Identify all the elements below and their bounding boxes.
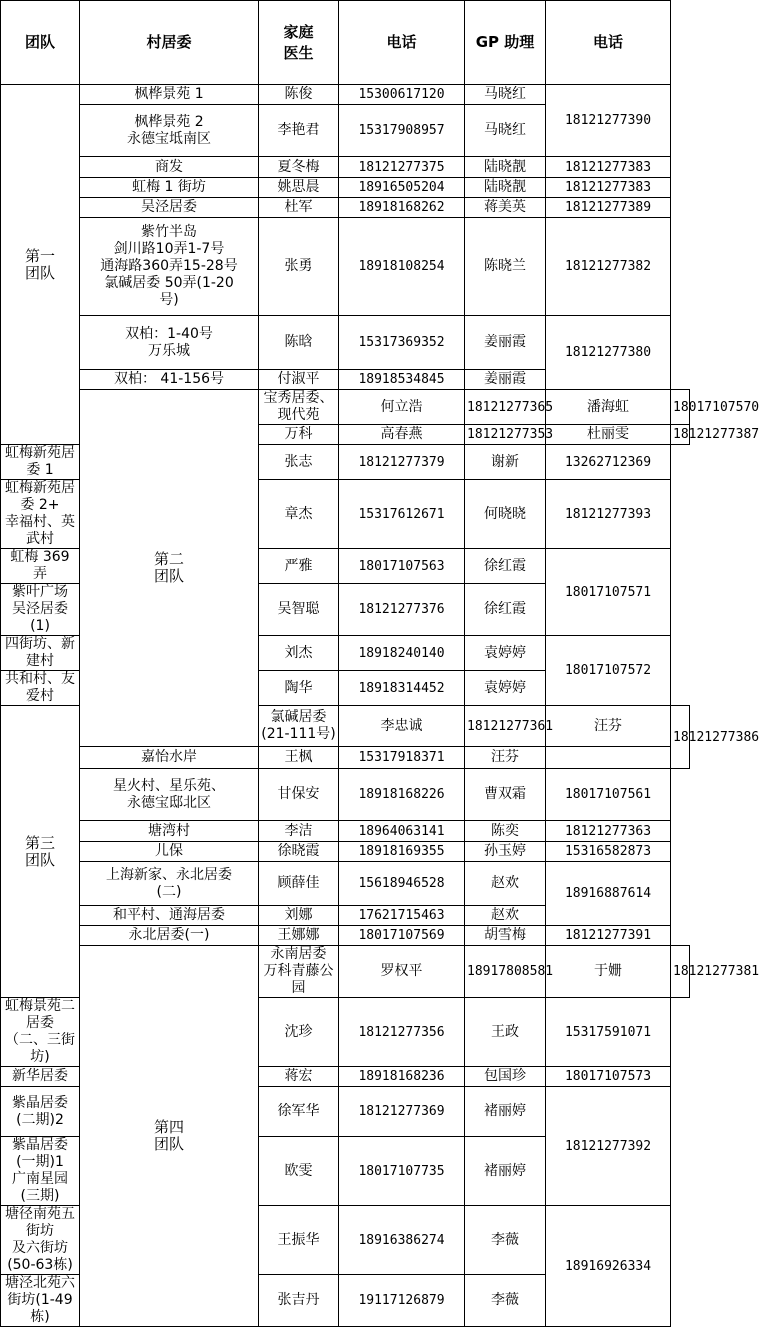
doctor-cell: 李洁 [259, 821, 339, 842]
assistant-cell: 汪芬 [465, 747, 546, 769]
doctor-cell: 王振华 [259, 1206, 339, 1275]
table-row [1, 862, 690, 906]
gp-phone-cell: 18916926334 [546, 1206, 671, 1327]
community-cell: 和平村、通海居委 [80, 906, 259, 926]
community-cell: 永南居委 万科青藤公园 [259, 946, 339, 998]
doctor-cell: 章杰 [259, 480, 339, 549]
doctor-phone-cell: 18964063141 [339, 821, 465, 842]
gp-phone-cell: 18017107561 [546, 769, 671, 821]
header-doctor-phone: 电话 [339, 1, 465, 85]
assistant-cell: 包国珍 [465, 1067, 546, 1087]
doctor-phone-cell: 18121277365 [465, 390, 546, 425]
gp-phone-cell: 18017107571 [546, 549, 671, 636]
community-cell: 紫晶居委(一期)1 广南星园(三期) [1, 1137, 80, 1206]
doctor-phone-cell: 18121277356 [339, 998, 465, 1067]
assistant-cell: 赵欢 [465, 862, 546, 906]
assistant-cell: 蒋美英 [465, 198, 546, 218]
table-row [1, 821, 690, 842]
header-gp-assistant: GP 助理 [465, 1, 546, 85]
doctor-cell: 高春燕 [339, 425, 465, 445]
community-cell: 万科 [259, 425, 339, 445]
gp-phone-cell: 18017107572 [546, 636, 671, 706]
gp-phone-cell: 15316582873 [546, 842, 671, 862]
doctor-cell: 徐军华 [259, 1087, 339, 1137]
community-cell: 紫叶广场 吴泾居委(1) [1, 584, 80, 636]
doctor-cell: 张志 [259, 445, 339, 480]
doctor-cell: 李艳君 [259, 105, 339, 157]
community-cell: 虹梅新苑居委 1 [1, 445, 80, 480]
doctor-phone-cell: 18918534845 [339, 370, 465, 390]
gp-phone-cell: 18121277386 [671, 706, 690, 769]
doctor-phone-cell: 18918169355 [339, 842, 465, 862]
table-row [1, 85, 690, 105]
doctor-cell: 罗权平 [339, 946, 465, 998]
assistant-cell: 陈晓兰 [465, 218, 546, 316]
assistant-cell: 谢新 [465, 445, 546, 480]
header-community: 村居委 [80, 1, 259, 85]
team-cell: 第四 团队 [80, 946, 259, 1327]
gp-phone-cell: 18121277380 [546, 316, 671, 390]
community-cell: 枫桦景苑 1 [80, 85, 259, 105]
doctor-phone-cell: 18918108254 [339, 218, 465, 316]
doctor-cell: 刘娜 [259, 906, 339, 926]
doctor-cell: 吴智聪 [259, 584, 339, 636]
gp-phone-cell: 13262712369 [546, 445, 671, 480]
gp-phone-cell: 18121277382 [546, 218, 671, 316]
community-cell: 塘径南苑五街坊 及六街坊(50-63栋) [1, 1206, 80, 1275]
assistant-cell: 何晓晓 [465, 480, 546, 549]
doctor-cell: 何立浩 [339, 390, 465, 425]
assistant-cell: 赵欢 [465, 906, 546, 926]
doctor-cell: 陈晗 [259, 316, 339, 370]
gp-phone-cell: 18017107570 [671, 390, 690, 425]
gp-phone-cell: 15317591071 [546, 998, 671, 1067]
gp-phone-cell: 18121277363 [546, 821, 671, 842]
community-cell: 嘉怡水岸 [80, 747, 259, 769]
doctor-phone-cell: 17621715463 [339, 906, 465, 926]
doctor-phone-cell: 18916386274 [339, 1206, 465, 1275]
community-cell: 紫晶居委(二期)2 [1, 1087, 80, 1137]
community-cell: 四街坊、新建村 [1, 636, 80, 671]
header-row [1, 1, 690, 85]
doctor-cell: 张吉丹 [259, 1275, 339, 1327]
doctor-phone-cell: 18917808581 [465, 946, 546, 998]
table-row [1, 842, 690, 862]
community-cell: 枫桦景苑 2 永德宝坻南区 [80, 105, 259, 157]
doctor-phone-cell: 18918240140 [339, 636, 465, 671]
table-row [1, 218, 690, 316]
table-row [1, 747, 690, 769]
doctor-cell: 李忠诚 [339, 706, 465, 747]
doctor-phone-cell: 15618946528 [339, 862, 465, 906]
doctor-phone-cell: 15300617120 [339, 85, 465, 105]
gp-phone-cell: 18121277383 [546, 178, 671, 198]
doctor-phone-cell: 15317918371 [339, 747, 465, 769]
doctor-phone-cell: 18918314452 [339, 671, 465, 706]
doctor-phone-cell: 18121277353 [465, 425, 546, 445]
doctor-phone-cell: 18121277379 [339, 445, 465, 480]
community-cell: 新华居委 [1, 1067, 80, 1087]
gp-phone-cell: 18121277387 [671, 425, 690, 445]
assistant-cell: 曹双霜 [465, 769, 546, 821]
assistant-cell: 陆晓靓 [465, 178, 546, 198]
team-cell: 第三 团队 [1, 706, 80, 998]
gp-phone-cell: 18121277389 [546, 198, 671, 218]
table-row [1, 769, 690, 821]
assistant-cell: 杜丽雯 [546, 425, 671, 445]
community-cell: 双柏：1-40号 万乐城 [80, 316, 259, 370]
table-row [1, 926, 690, 946]
assistant-cell: 徐红霞 [465, 584, 546, 636]
assistant-cell: 徐红霞 [465, 549, 546, 584]
gp-phone-cell: 18121277391 [546, 926, 671, 946]
community-cell: 共和村、友爱村 [1, 671, 80, 706]
community-cell: 上海新家、永北居委 (二) [80, 862, 259, 906]
assistant-cell: 马晓红 [465, 105, 546, 157]
doctor-cell: 甘保安 [259, 769, 339, 821]
doctor-cell: 姚思晨 [259, 178, 339, 198]
community-cell: 儿保 [80, 842, 259, 862]
doctor-cell: 杜军 [259, 198, 339, 218]
doctor-phone-cell: 18918168262 [339, 198, 465, 218]
header-team: 团队 [1, 1, 80, 85]
community-cell: 永北居委(一) [80, 926, 259, 946]
assistant-cell: 褚丽婷 [465, 1087, 546, 1137]
doctor-phone-cell: 19117126879 [339, 1275, 465, 1327]
gp-phone-cell: 18017107573 [546, 1067, 671, 1087]
roster-body [1, 85, 759, 1327]
doctor-phone-cell: 18121277369 [339, 1087, 465, 1137]
community-cell: 虹梅景苑二居委 （二、三街坊) [1, 998, 80, 1067]
community-cell: 星火村、星乐苑、 永德宝邸北区 [80, 769, 259, 821]
gp-phone-cell: 18121277381 [671, 946, 690, 998]
header-doctor: 家庭 医生 [259, 1, 339, 85]
doctor-cell: 徐晓霞 [259, 842, 339, 862]
header-gp-phone: 电话 [546, 1, 671, 85]
table-row [1, 157, 690, 178]
table-row [1, 178, 690, 198]
doctor-cell: 欧雯 [259, 1137, 339, 1206]
doctor-phone-cell: 18121277375 [339, 157, 465, 178]
gp-phone-cell: 18121277383 [546, 157, 671, 178]
doctor-phone-cell: 18121277376 [339, 584, 465, 636]
gp-phone-cell: 18121277390 [546, 85, 671, 157]
community-cell: 虹梅 369 弄 [1, 549, 80, 584]
doctor-phone-cell: 15317908957 [339, 105, 465, 157]
doctor-phone-cell: 18017107563 [339, 549, 465, 584]
doctor-cell: 顾薛佳 [259, 862, 339, 906]
team-cell: 第二 团队 [80, 390, 259, 747]
team-cell: 第一 团队 [1, 85, 80, 445]
community-cell: 商发 [80, 157, 259, 178]
table-row [1, 946, 690, 998]
assistant-cell: 陆晓靓 [465, 157, 546, 178]
doctor-phone-cell: 18121277361 [465, 706, 546, 747]
doctor-cell: 蒋宏 [259, 1067, 339, 1087]
assistant-cell: 马晓红 [465, 85, 546, 105]
doctor-cell: 刘杰 [259, 636, 339, 671]
doctor-cell: 付淑平 [259, 370, 339, 390]
community-cell: 塘泾北苑六街坊(1-49 栋) [1, 1275, 80, 1327]
assistant-cell: 褚丽婷 [465, 1137, 546, 1206]
doctor-cell: 沈珍 [259, 998, 339, 1067]
doctor-phone-cell: 18017107735 [339, 1137, 465, 1206]
assistant-cell: 姜丽霞 [465, 316, 546, 370]
assistant-cell: 李薇 [465, 1275, 546, 1327]
community-cell: 吴泾居委 [80, 198, 259, 218]
table-row [1, 198, 690, 218]
doctor-cell: 陶华 [259, 671, 339, 706]
assistant-cell: 姜丽霞 [465, 370, 546, 390]
doctor-cell: 张勇 [259, 218, 339, 316]
doctor-phone-cell: 18918168236 [339, 1067, 465, 1087]
table-row [1, 316, 690, 370]
community-cell: 双柏： 41-156号 [80, 370, 259, 390]
gp-phone-cell: 18916887614 [546, 862, 671, 926]
assistant-cell: 袁婷婷 [465, 636, 546, 671]
assistant-cell: 孙玉婷 [465, 842, 546, 862]
assistant-cell: 胡雪梅 [465, 926, 546, 946]
assistant-cell: 汪芬 [546, 706, 671, 747]
table-row [1, 390, 690, 425]
assistant-cell: 王政 [465, 998, 546, 1067]
doctor-cell: 王娜娜 [259, 926, 339, 946]
assistant-cell: 袁婷婷 [465, 671, 546, 706]
doctor-phone-cell: 18017107569 [339, 926, 465, 946]
community-cell: 宝秀居委、现代苑 [259, 390, 339, 425]
gp-phone-cell: 18121277393 [546, 480, 671, 549]
doctor-cell: 王枫 [259, 747, 339, 769]
community-cell: 紫竹半岛 剑川路10弄1-7号 通海路360弄15-28号 氯碱居委 50弄(1-20 号) [80, 218, 259, 316]
doctor-cell: 陈俊 [259, 85, 339, 105]
doctor-cell: 严雅 [259, 549, 339, 584]
community-cell: 虹梅 1 街坊 [80, 178, 259, 198]
doctor-cell: 夏冬梅 [259, 157, 339, 178]
assistant-cell: 陈奕 [465, 821, 546, 842]
community-cell: 氯碱居委(21-111号) [259, 706, 339, 747]
doctor-phone-cell: 15317369352 [339, 316, 465, 370]
doctor-phone-cell: 15317612671 [339, 480, 465, 549]
assistant-cell: 李薇 [465, 1206, 546, 1275]
doctor-phone-cell: 18916505204 [339, 178, 465, 198]
assistant-cell: 于姗 [546, 946, 671, 998]
community-cell: 虹梅新苑居委 2+ 幸福村、英武村 [1, 480, 80, 549]
assistant-cell: 潘海虹 [546, 390, 671, 425]
gp-phone-cell: 18121277392 [546, 1087, 671, 1206]
community-cell: 塘湾村 [80, 821, 259, 842]
doctor-phone-cell: 18918168226 [339, 769, 465, 821]
